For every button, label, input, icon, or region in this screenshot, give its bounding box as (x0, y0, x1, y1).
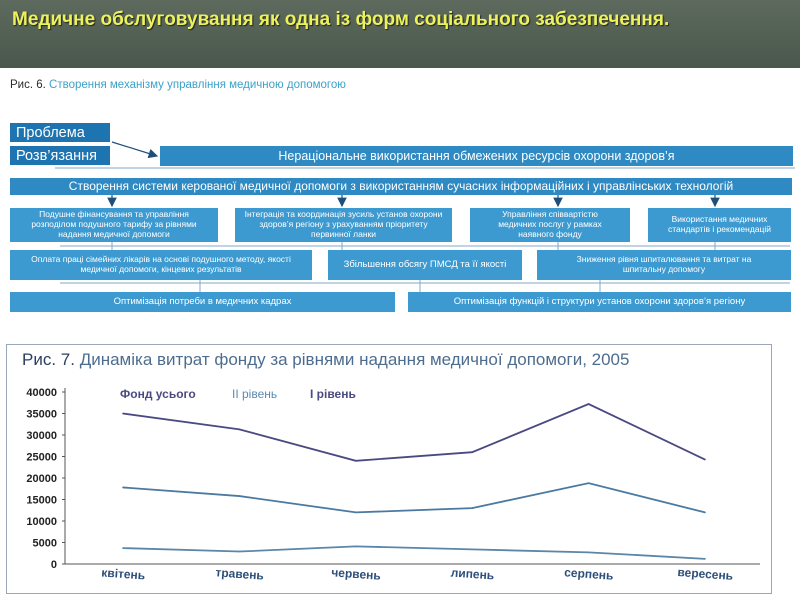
x-tick-label: червень (330, 565, 382, 583)
chart-plot (0, 380, 780, 590)
data-point (122, 413, 124, 415)
data-point (355, 460, 357, 462)
row2-box-hospitalization: Зниження рівня шпиталювання та витрат на шпитальну допомогу (537, 250, 791, 280)
row1-box-cost-management: Управління співвартістю медичних послуг у рамках наявного фонду (470, 208, 630, 242)
data-point (588, 552, 590, 554)
chart-title (22, 350, 629, 370)
y-tick-label: 25000 (26, 451, 57, 464)
chart-title-text: Динаміка витрат фонду за рівнями надання медичної допомоги, 2005 (79, 350, 630, 369)
y-tick-label: 15000 (26, 494, 57, 507)
data-point (122, 487, 124, 489)
data-point (239, 429, 241, 431)
solution-statement-box: Створення системи керованої медичної допомоги з використанням сучасних інформаційних і управлінських технологій (10, 178, 792, 195)
legend-level-1: І рівень (310, 387, 356, 401)
data-point (355, 546, 357, 548)
y-tick-label: 40000 (26, 387, 57, 399)
x-tick-label: квітень (100, 565, 146, 583)
slide-title: Медичне обслуговування як одна із форм соціального забезпечення. (12, 9, 670, 30)
data-point (239, 495, 241, 497)
problem-statement-box: Нераціональне використання обмежених ресурсів охорони здоров’я (160, 146, 793, 166)
data-point (471, 507, 473, 509)
row3-box-structure: Оптимізація функцій і структури установ охорони здоров’я регіону (408, 292, 791, 312)
data-point (471, 549, 473, 551)
row2-box-family-doctors: Оплата праці сімейних лікарів на основі подушного методу, якості медичної допомоги, кінцевих результатів (10, 250, 312, 280)
x-tick-label: вересень (676, 565, 734, 583)
data-point (239, 551, 241, 553)
y-tick-label: 30000 (26, 430, 57, 442)
data-point (704, 459, 706, 461)
label-arrow (112, 142, 157, 156)
chart-title-number: Рис. 7. (22, 350, 75, 369)
x-tick-label: травень (215, 565, 265, 583)
row1-box-standards: Використання медичних стандартів і рекомендацій (648, 208, 791, 242)
figure6-caption-number: Рис. 6. (10, 79, 46, 91)
series-line-0 (123, 404, 705, 461)
data-point (588, 403, 590, 405)
legend-level-2: ІІ рівень (232, 387, 278, 401)
y-tick-label: 35000 (26, 408, 57, 421)
figure6-caption-text: Створення механізму управління медичною допомогою (49, 79, 346, 91)
data-point (588, 482, 590, 484)
x-tick-label: серпень (563, 565, 614, 583)
row2-box-primary-care: Збільшення обсягу ПМСД та її якості (328, 250, 522, 280)
data-point (122, 547, 124, 549)
row1-box-integration: Інтеграція та координація зусиль установ охорони здоров’я регіону з урахуванням пріоритету первинної ланки (235, 208, 452, 242)
y-tick-label: 10000 (26, 516, 57, 528)
y-tick-label: 20000 (26, 473, 57, 485)
x-tick-label: липень (450, 565, 495, 583)
problem-label: Проблема (10, 123, 110, 142)
solution-label: Розв’язання (10, 146, 110, 165)
row3-box-staffing: Оптимізація потреби в медичних кадрах (10, 292, 395, 312)
series-line-1 (123, 483, 705, 512)
y-tick-label: 5000 (32, 537, 57, 550)
data-point (355, 512, 357, 514)
legend-fund-total: Фонд усього (120, 387, 196, 401)
series-line-2 (123, 546, 705, 558)
y-tick-label: 0 (50, 559, 57, 571)
row1-box-financing: Подушне фінансування та управління розподілом подушного тарифу за рівнями надання медичної допомоги (10, 208, 218, 242)
data-point (471, 451, 473, 453)
data-point (704, 558, 706, 560)
data-point (704, 512, 706, 514)
